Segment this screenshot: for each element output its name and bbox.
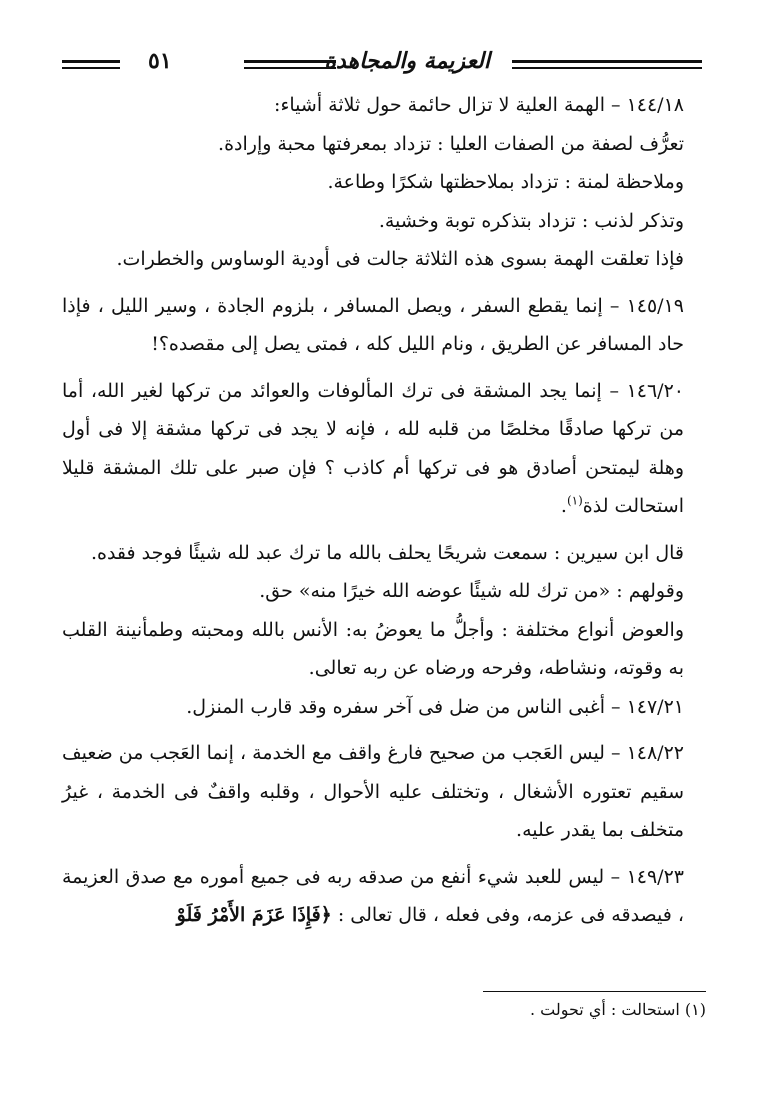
page-header <box>62 48 702 82</box>
quran-verse: ﴿فَإِذَا عَزَمَ الأَمْرُ فَلَوْ <box>176 904 332 926</box>
paragraph-147: ١٤٧/٢١ – أغبى الناس من ضل فى آخر سفره وقد قارب المنزل. <box>186 695 684 718</box>
page-number: ٥١ <box>148 48 172 74</box>
paragraph-text: وقولهم : «من ترك لله شيئًا عوضه الله خيرًا منه» حق. <box>259 580 684 602</box>
page-body <box>62 86 706 935</box>
header-rule-right <box>512 60 702 69</box>
paragraph-146: ١٤٦/٢٠ – إنما يجد المشقة فى ترك المألوفات والعوائد من تركها لغير الله، أما من تركها صادقًا مخلصًا من قلبه لله ، فإنه لا يجد فى تركها مشقة إلا فى أول وهلة ليمتحن أصادق هو فى تركها أم كاذب ؟ فإن صبر على تلك المشقة قليلا استحالت لذة$^{(١)}$. <box>62 379 684 517</box>
paragraph-text: والعوض أنواع مختلفة : وأجلُّ ما يعوضُ به: الأنس بالله ومحبته وطمأنينة القلب به وقوته، ونشاطه، وفرحه ورضاه عن ربه تعالى. <box>62 618 684 679</box>
paragraph-145: ١٤٥/١٩ – إنما يقطع السفر ، ويصل المسافر ، بلزوم الجادة ، وسير الليل ، فإذا حاد المسافر عن الطريق ، ونام الليل كله ، فمتى يصل إلى مقصده؟! <box>62 294 684 355</box>
header-rule-left <box>62 60 120 69</box>
paragraph-149-text: ١٤٩/٢٣ – ليس للعبد شيء أنفع من صدقه ربه فى جميع أموره مع صدق العزيمة ، فيصدقه فى عزمه، وفى فعله ، قال تعالى : <box>62 865 684 926</box>
paragraph-146-text: ١٤٦/٢٠ – إنما يجد المشقة فى ترك المألوفات والعوائد من تركها لغير الله، أما من تركها صادقًا مخلصًا من قلبه لله ، فإنه لا يجد فى تركها مشقة إلا فى أول وهلة ليمتحن أصادق هو فى تركها أم كاذب ؟ فإن صبر على تلك المشقة قليلا استحالت لذة <box>62 379 684 517</box>
paragraph-text: فإذا تعلقت الهمة بسوى هذه الثلاثة جالت فى أودية الوساوس والخطرات. <box>116 248 684 270</box>
header-rule-middle <box>244 60 336 69</box>
paragraph-text: قال ابن سيرين : سمعت شريحًا يحلف بالله ما ترك عبد لله شيئًا فوجد فقده. <box>90 541 684 564</box>
list-item: تعرُّف لصفة من الصفات العليا : تزداد بمعرفتها محبة وإرادة. <box>218 132 684 155</box>
footnote-divider <box>483 991 706 992</box>
running-title: العزيمة والمجاهدة <box>324 48 490 74</box>
footnote-reference: (١) <box>566 493 583 508</box>
list-item: وتذكر لذنب : تزداد بتذكره توبة وخشية. <box>378 209 684 232</box>
paragraph-144: ١٤٤/١٨ – الهمة العلية لا تزال حائمة حول ثلاثة أشياء: <box>274 94 684 116</box>
footnote: (١) استحالت : أي تحولت . <box>529 1000 706 1019</box>
paragraph-149 <box>62 858 706 935</box>
paragraph-148: ١٤٨/٢٢ – ليس العَجب من صحيح فارغ واقف مع الخدمة ، إنما العَجب من ضعيف سقيم تعتوره الأشغال ، وتختلف عليه الأحوال ، وقلبه واقفٌ فى الخدمة ، غيرُ متخلف بما يقدر عليه. <box>62 742 684 841</box>
list-item: وملاحظة لمنة : تزداد بملاحظتها شكرًا وطاعة. <box>327 171 684 193</box>
